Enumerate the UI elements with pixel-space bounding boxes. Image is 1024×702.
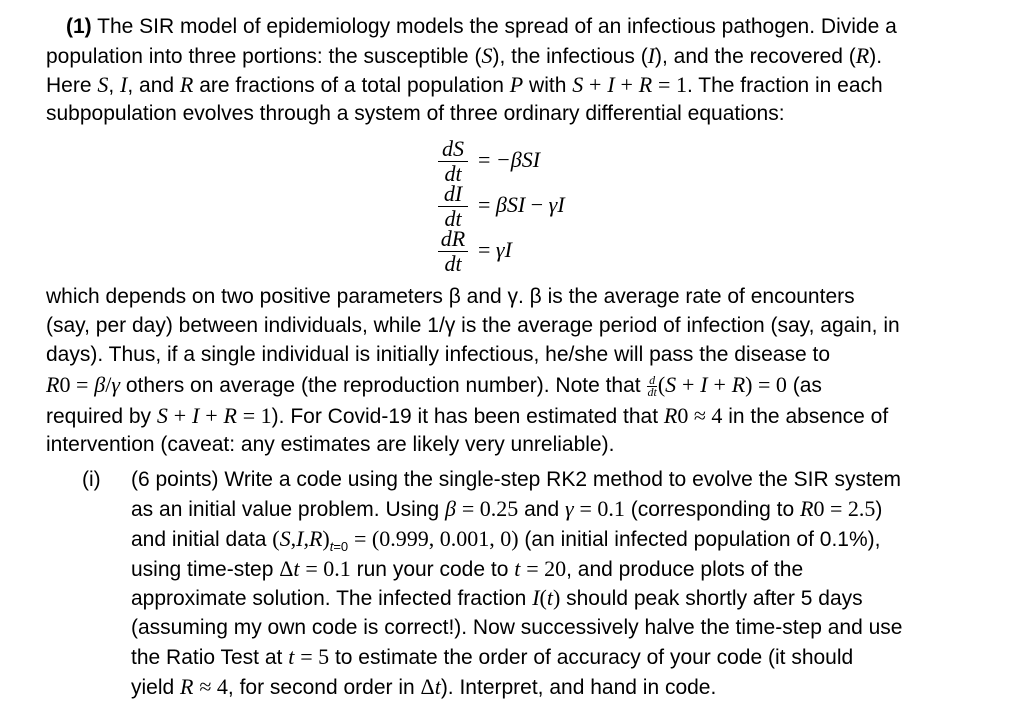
- part-line-8: yield R ≈ 4, for second order in Δt). Interpret, and hand in code.: [131, 674, 717, 699]
- intro-line-1: The SIR model of epidemiology models the spread of an infectious pathogen. Divide a: [91, 15, 897, 38]
- dS-dt: $\frac{dS}{dt}$: [438, 138, 468, 185]
- part-line-7-text: the Ratio Test at: [131, 646, 283, 669]
- part-line-2-text: as an initial value problem. Using: [131, 498, 440, 521]
- dR-dt: $\frac{dR}{dt}$: [438, 228, 468, 275]
- after-line-1: which depends on two positive parameters β and γ. β is the average rate of encounters: [46, 285, 855, 308]
- after-line-3: days). Thus, if a single individual is initially infectious, he/she will pass the disease to: [46, 343, 831, 366]
- intro-line-2: population into three portions: the susceptible (: [46, 45, 482, 68]
- problem-line-2: population into three portions: the susceptible (S), the infectious (I), and the recovered (R).: [46, 43, 883, 68]
- after-line-5: required by S + I + R = 1). For Covid-19 it has been estimated that R0 ≈ 4 in the absence of: [46, 403, 889, 428]
- after-line-5-text: required by: [46, 405, 152, 428]
- part-line-3-text: and initial data: [131, 528, 267, 551]
- part-line-8-text: yield: [131, 676, 175, 699]
- after-line-4: R0 = β/γ others on average (the reproduction number). Note that $\frac{d}{dt}$ (S + I + R) = 0 (as: [46, 372, 822, 399]
- part-line-1: (6 points) Write a code using the single-step RK2 method to evolve the SIR system: [131, 468, 901, 491]
- part-line-7: the Ratio Test at t = 5 to estimate the order of accuracy of your code (it should: [131, 644, 854, 669]
- part-line-4: using time-step Δt = 0.1 run your code to t = 20, and produce plots of the: [131, 556, 804, 581]
- part-line-5-text: approximate solution. The infected fraction: [131, 587, 527, 610]
- after-line-6: intervention (caveat: any estimates are likely very unreliable).: [46, 433, 615, 456]
- part-line-4-text: using time-step: [131, 558, 274, 581]
- intro-line-3: Here: [46, 74, 98, 97]
- problem-line-4: [46, 99, 785, 128]
- dI-dt: $\frac{dI}{dt}$: [438, 183, 468, 230]
- eq1-rhs: = −βSI: [478, 147, 541, 172]
- part-line-2: as an initial value problem. Using β = 0.25 and γ = 0.1 (corresponding to R0 = 2.5): [131, 496, 883, 521]
- problem-line-3: Here S, I, and R are fractions of a total population P with S + I + R = 1. The fraction in each: [46, 72, 883, 97]
- after-line-4-text: others on average (the reproduction number). Note that: [125, 374, 641, 397]
- problem-number: (1): [66, 15, 92, 38]
- eq2-rhs: = βSI − γI: [478, 192, 565, 217]
- problem-line-1: [66, 12, 897, 41]
- part-line-6: (assuming my own code is correct!). Now successively halve the time-step and use: [131, 616, 903, 639]
- after-line-2: (say, per day) between individuals, while 1/γ is the average period of infection (say, again, in: [46, 314, 900, 337]
- part-line-5: approximate solution. The infected fraction I(t) should peak shortly after 5 days: [131, 585, 863, 610]
- part-line-3: and initial data $(S,I,R)_{t=0} = (0.999$, 0.001, 0) (an initial infected population of 0.1%),: [131, 526, 881, 555]
- eq3-rhs: = γI: [478, 237, 512, 262]
- part-label: (i): [82, 468, 101, 491]
- intro-line-4: subpopulation evolves through a system of three ordinary differential equations:: [46, 102, 785, 125]
